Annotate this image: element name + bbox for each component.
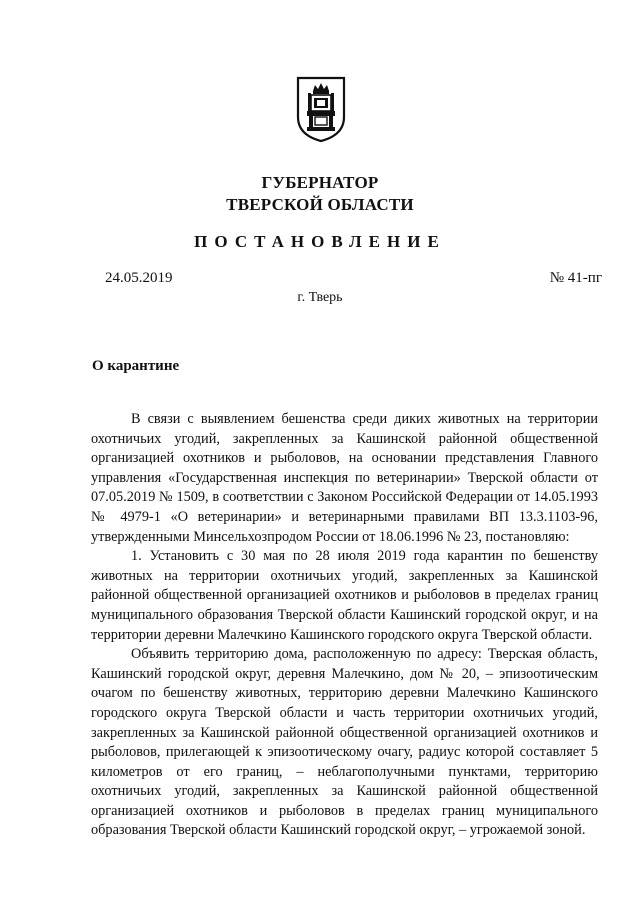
document-number: № 41-пг	[549, 270, 602, 286]
paragraph-declaration: Объявить территорию дома, расположенную по адресу: Тверская область, Кашинский городской округ, деревня Малечкино, дом № 20, – эпизоотическим очагом по бешенству животных, территорию деревни Малечкино Кашинского городского округа Тверской области и часть территории охотничьих угодий, закрепленных за Кашинской районной общественной организацией охотников и рыболовов, прилегающей к эпизоотическому очагу, радиус которой составляет 5 километров от его границ, – неблагополучными пунктами, территорию охотничьих угодий, закрепленных за Кашинской районной общественной организацией охотников и рыболовов в пределах границ муниципального образования Тверской области Кашинский городской округ, – угрожаемой зоной.	[91, 646, 598, 839]
document-date: 24.05.2019	[105, 270, 173, 286]
coat-of-arms-icon	[295, 75, 347, 143]
paragraph-item-1: 1. Установить с 30 мая по 28 июля 2019 года карантин по бешенству животных на территории охотничьих угодий, закрепленных за Кашинской районной общественной организацией охотников и рыболовов в пределах границ муниципального образования Тверской области Кашинский городской округ, и на территории деревни Малечкино Кашинского городского округа Тверской области.	[91, 548, 598, 643]
paragraph-preamble: В связи с выявлением бешенства среди диких животных на территории охотничьих угодий, закрепленных за Кашинской районной общественной организацией охотников и рыболовов, на основании представления Главного управления «Государственная инспекция по ветеринарии» Тверской области от 07.05.2019 № 1509, в соответствии с Законом Российской Федерации от 14.05.1993 № 4979-1 «О ветеринарии» и ветеринарными правилами ВП 13.3.1103-96, утвержденными Минсельхозпродом России от 18.06.1996 № 23, постановляю:	[91, 411, 598, 545]
issuer-title-line1: ГУБЕРНАТОР	[261, 173, 379, 192]
document-body	[91, 410, 598, 841]
document-subject: О карантине	[92, 358, 180, 374]
document-type: ПОСТАНОВЛЕНИЕ	[194, 232, 446, 251]
document-city: г. Тверь	[297, 290, 343, 305]
issuer-title-line2: ТВЕРСКОЙ ОБЛАСТИ	[226, 195, 414, 214]
